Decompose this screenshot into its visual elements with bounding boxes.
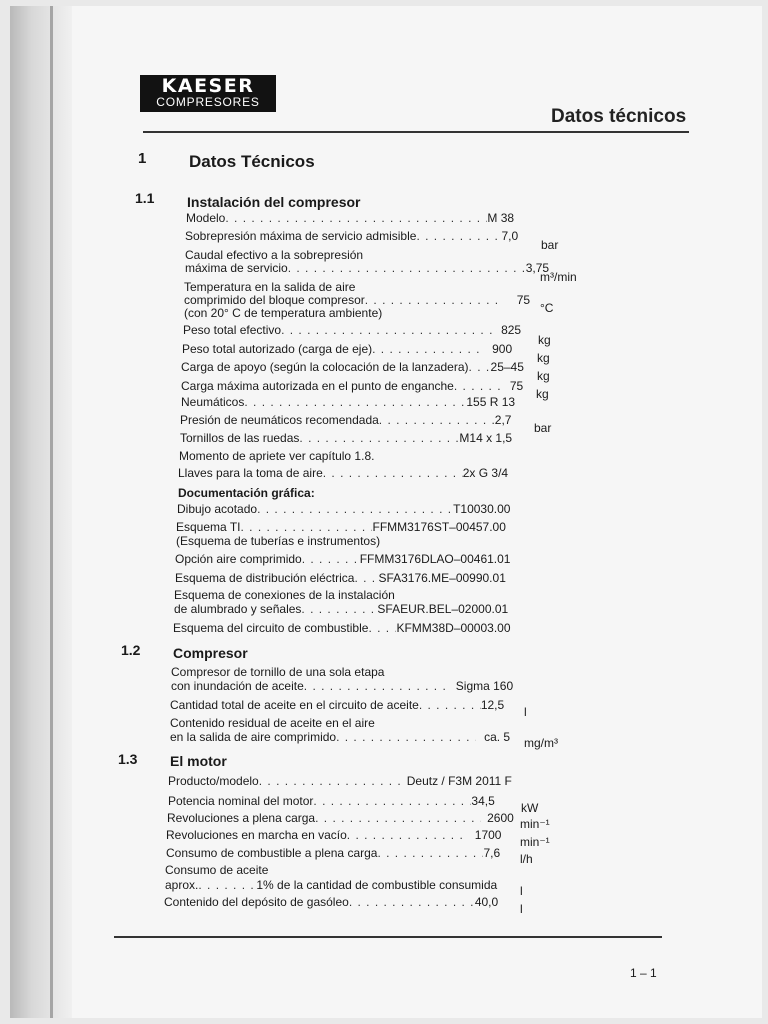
section-number: 1.2 <box>121 642 141 658</box>
spec-row-line: Compresor de tornillo de una sola etapa <box>171 665 385 679</box>
spec-row: Revoluciones a plena carga. . . 2600 <box>167 812 514 825</box>
spec-unit: l <box>520 884 523 898</box>
spec-unit: l <box>524 705 527 719</box>
subsection-heading: Documentación gráfica: <box>178 486 315 500</box>
spec-row: Opción aire comprimido. . . FFMM3176DLAO–00461.01 <box>175 553 510 566</box>
spec-row: Contenido del depósito de gasóleo. . . 40,0 <box>164 896 498 909</box>
spec-unit: min⁻¹ <box>520 835 550 849</box>
spec-row: Carga máxima autorizada en el punto de enganche. . . 75 <box>181 380 523 393</box>
spec-row: Llaves para la toma de aire. . . 2x G 3/4 <box>178 467 508 480</box>
section-title: Datos Técnicos <box>189 152 315 171</box>
spec-unit: °C <box>540 301 554 315</box>
spec-row-line: Contenido residual de aceite en el aire <box>170 716 375 730</box>
spec-unit: bar <box>534 421 552 435</box>
spec-row-line: Consumo de aceite <box>165 863 269 877</box>
spec-row: Revoluciones en marcha en vacío. . . 1700 <box>166 829 501 842</box>
spec-row-line: Temperatura en la salida de aire <box>184 280 356 294</box>
spec-unit: l/h <box>520 852 533 866</box>
footer-divider <box>114 936 662 938</box>
spec-row: Potencia nominal del motor. . . 34,5 <box>168 795 495 808</box>
spec-row: Tornillos de las ruedas. . . M14 x 1,5 <box>180 432 512 445</box>
spec-row: comprimido del bloque compresor. . . 75 <box>184 294 530 307</box>
spec-unit: l <box>520 902 523 916</box>
section-title: El motor <box>170 753 227 769</box>
section-title: Instalación del compresor <box>187 194 361 210</box>
section-number: 1.3 <box>118 751 138 767</box>
spec-row: Neumáticos. . . 155 R 13 <box>181 396 515 409</box>
spec-row: Modelo. . . M 38 <box>186 212 514 225</box>
spec-row: Esquema de distribución eléctrica. . . SFA3176.ME–00990.01 <box>175 572 506 585</box>
header-title: Datos técnicos <box>551 106 687 127</box>
spec-row: Peso total autorizado (carga de eje). . . 900 <box>182 343 512 356</box>
section-number: 1 <box>138 150 147 167</box>
spec-row: Carga de apoyo (según la colocación de la lanzadera). . . 25–45 <box>181 361 524 374</box>
spec-row-line: Esquema de conexiones de la instalación <box>174 588 395 602</box>
spec-row: Esquema del circuito de combustible. . . KFMM38D–00003.00 <box>173 622 511 635</box>
spec-unit: kg <box>536 387 549 401</box>
spec-unit: kg <box>537 369 550 383</box>
spec-row: en la salida de aire comprimido. . . ca. 5 <box>170 731 510 744</box>
spec-unit: m³/min <box>540 270 577 284</box>
spec-row: Cantidad total de aceite en el circuito de aceite. . . 12,5 <box>170 699 504 712</box>
spec-row: Peso total efectivo. . . 825 <box>183 324 521 337</box>
spec-unit: mg/m³ <box>524 736 558 750</box>
spec-row-line: (Esquema de tuberías e instrumentos) <box>176 534 381 548</box>
spec-row: Sobrepresión máxima de servicio admisible. . . 7,0 <box>185 230 518 243</box>
spec-unit: kg <box>537 351 550 365</box>
binding-shadow <box>10 6 72 1018</box>
spec-row: Esquema TI. . . FFMM3176ST–00457.00 <box>176 521 506 534</box>
spec-row: de alumbrado y señales. . . SFAEUR.BEL–02000.01 <box>174 603 508 616</box>
header-divider <box>143 131 689 133</box>
spec-note: Momento de apriete ver capítulo 1.8. <box>179 449 375 463</box>
spec-row: con inundación de aceite. . . Sigma 160 <box>171 680 513 693</box>
spec-row-line: Caudal efectivo a la sobrepresión <box>185 248 364 262</box>
spec-row: Producto/modelo. . . Deutz / F3M 2011 F <box>168 775 512 788</box>
spec-unit: kg <box>538 333 551 347</box>
page-number: 1 – 1 <box>630 966 657 980</box>
section-number: 1.1 <box>135 190 155 206</box>
spec-unit: bar <box>541 238 559 252</box>
kaeser-logo: KAESER COMPRESORES <box>140 75 276 112</box>
spec-row-line: (con 20° C de temperatura ambiente) <box>184 306 383 320</box>
spec-unit: min⁻¹ <box>520 817 550 831</box>
spec-row: Presión de neumáticos recomendada. . . 2,7 <box>180 414 511 427</box>
spec-row: Consumo de combustible a plena carga. . . 7,6 <box>166 847 500 860</box>
spec-row: aprox.. . . 1% de la cantidad de combustible consumida <box>165 879 497 892</box>
spec-unit: kW <box>521 801 539 815</box>
spec-row: Dibujo acotado. . . T10030.00 <box>177 503 510 516</box>
spec-row: máxima de servicio. . . 3,75 <box>185 262 549 275</box>
section-title: Compresor <box>173 645 248 661</box>
